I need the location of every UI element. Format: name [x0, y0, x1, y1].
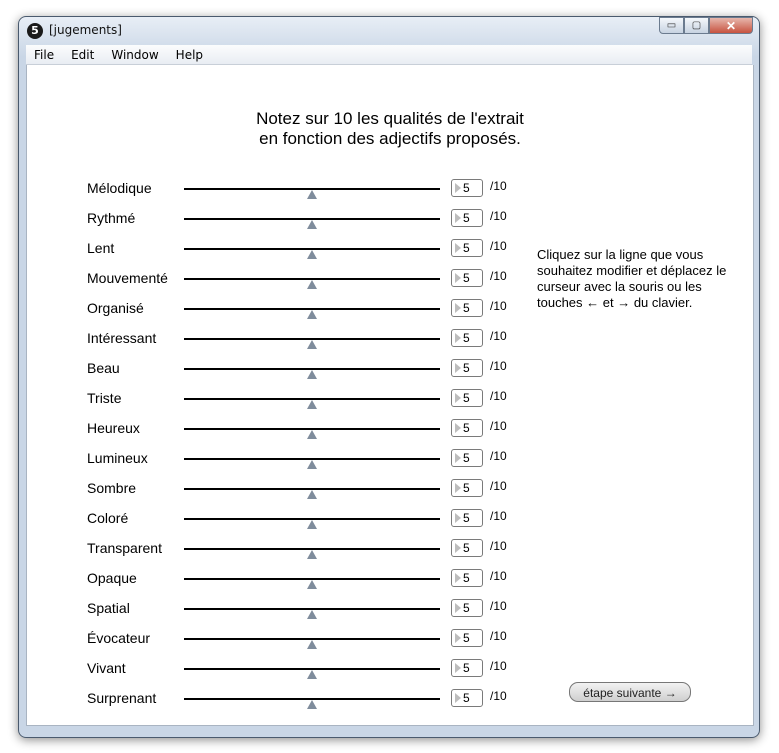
menu-window[interactable]: Window — [111, 47, 159, 62]
slider-thumb[interactable] — [307, 340, 317, 349]
rating-row — [27, 446, 753, 476]
scale-max-label: /10 — [490, 299, 507, 313]
menu-help[interactable]: Help — [175, 47, 204, 62]
value-text: 5 — [463, 421, 470, 435]
caret-right-icon — [455, 663, 461, 673]
rating-row — [27, 356, 753, 386]
rating-label: Mélodique — [87, 180, 152, 196]
menu-file[interactable]: File — [34, 47, 55, 62]
slider-thumb[interactable] — [307, 370, 317, 379]
slider-thumb[interactable] — [307, 460, 317, 469]
heading-line-2: en fonction des adjectifs proposés. — [259, 129, 521, 148]
slider-thumb[interactable] — [307, 430, 317, 439]
scale-max-label: /10 — [490, 479, 507, 493]
value-text: 5 — [463, 691, 470, 705]
next-step-button[interactable]: étape suivante → — [569, 682, 691, 702]
instructions-text: Cliquez sur la ligne que vous souhaitez modifier et déplacez le curseur avec la souris ou les touches ← et → du clavier. — [537, 247, 727, 310]
caret-right-icon — [455, 363, 461, 373]
app-window — [18, 16, 760, 738]
rating-row — [27, 566, 753, 596]
value-text: 5 — [463, 451, 470, 465]
caret-right-icon — [455, 243, 461, 253]
rating-label: Organisé — [87, 300, 144, 316]
slider-thumb[interactable] — [307, 700, 317, 709]
scale-max-label: /10 — [490, 269, 507, 283]
caret-right-icon — [455, 573, 461, 583]
value-field[interactable] — [451, 509, 483, 527]
value-text: 5 — [463, 481, 470, 495]
caret-right-icon — [455, 303, 461, 313]
content-area — [26, 65, 754, 726]
scale-max-label: /10 — [490, 389, 507, 403]
app-icon: 5 — [27, 23, 43, 39]
caret-right-icon — [455, 483, 461, 493]
rating-row — [27, 416, 753, 446]
slider-thumb[interactable] — [307, 190, 317, 199]
value-field[interactable] — [451, 419, 483, 437]
minimize-icon: ▭ — [666, 20, 677, 31]
caret-right-icon — [455, 543, 461, 553]
value-text: 5 — [463, 601, 470, 615]
value-field[interactable] — [451, 239, 483, 257]
minimize-button[interactable] — [659, 17, 684, 34]
value-text: 5 — [463, 301, 470, 315]
slider-thumb[interactable] — [307, 490, 317, 499]
rating-row — [27, 626, 753, 656]
maximize-button[interactable] — [684, 17, 709, 34]
value-text: 5 — [463, 511, 470, 525]
value-text: 5 — [463, 331, 470, 345]
rating-label: Lumineux — [87, 450, 148, 466]
value-field[interactable] — [451, 359, 483, 377]
scale-max-label: /10 — [490, 539, 507, 553]
rating-label: Opaque — [87, 570, 137, 586]
rating-label: Triste — [87, 390, 122, 406]
caret-right-icon — [455, 693, 461, 703]
rating-row — [27, 206, 753, 236]
slider-thumb[interactable] — [307, 250, 317, 259]
scale-max-label: /10 — [490, 329, 507, 343]
slider-thumb[interactable] — [307, 520, 317, 529]
value-text: 5 — [463, 391, 470, 405]
slider-thumb[interactable] — [307, 550, 317, 559]
slider-thumb[interactable] — [307, 670, 317, 679]
scale-max-label: /10 — [490, 449, 507, 463]
slider-thumb[interactable] — [307, 280, 317, 289]
value-text: 5 — [463, 631, 470, 645]
scale-max-label: /10 — [490, 209, 507, 223]
value-field[interactable] — [451, 479, 483, 497]
scale-max-label: /10 — [490, 359, 507, 373]
rating-row — [27, 536, 753, 566]
rating-label: Intéressant — [87, 330, 157, 346]
rating-label: Transparent — [87, 540, 162, 556]
caret-right-icon — [455, 213, 461, 223]
caret-right-icon — [455, 453, 461, 463]
scale-max-label: /10 — [490, 629, 507, 643]
scale-max-label: /10 — [490, 239, 507, 253]
caret-right-icon — [455, 633, 461, 643]
value-field[interactable] — [451, 329, 483, 347]
rating-row — [27, 176, 753, 206]
value-text: 5 — [463, 661, 470, 675]
slider-thumb[interactable] — [307, 610, 317, 619]
rating-row — [27, 326, 753, 356]
caret-right-icon — [455, 393, 461, 403]
rating-label: Lent — [87, 240, 115, 256]
heading-line-1: Notez sur 10 les qualités de l'extrait — [256, 109, 524, 128]
window-title: [jugements] — [49, 23, 122, 37]
caret-right-icon — [455, 423, 461, 433]
title-bar[interactable] — [19, 17, 759, 45]
value-text: 5 — [463, 271, 470, 285]
value-field[interactable] — [451, 209, 483, 227]
slider-thumb[interactable] — [307, 400, 317, 409]
rating-label: Surprenant — [87, 690, 157, 706]
rating-label: Coloré — [87, 510, 129, 526]
caret-right-icon — [455, 333, 461, 343]
slider-thumb[interactable] — [307, 310, 317, 319]
caret-right-icon — [455, 183, 461, 193]
caret-right-icon — [455, 273, 461, 283]
value-field[interactable] — [451, 629, 483, 647]
value-field[interactable] — [451, 299, 483, 317]
value-field[interactable] — [451, 689, 483, 707]
scale-max-label: /10 — [490, 659, 507, 673]
scale-max-label: /10 — [490, 689, 507, 703]
rating-row — [27, 476, 753, 506]
rating-label: Beau — [87, 360, 120, 376]
value-field[interactable] — [451, 179, 483, 197]
slider-thumb[interactable] — [307, 640, 317, 649]
value-text: 5 — [463, 361, 470, 375]
value-text: 5 — [463, 181, 470, 195]
value-text: 5 — [463, 571, 470, 585]
scale-max-label: /10 — [490, 569, 507, 583]
caret-right-icon — [455, 513, 461, 523]
value-field[interactable] — [451, 389, 483, 407]
rating-label: Mouvementé — [87, 270, 168, 286]
value-field[interactable] — [451, 449, 483, 467]
value-field[interactable] — [451, 569, 483, 587]
value-field[interactable] — [451, 659, 483, 677]
scale-max-label: /10 — [490, 509, 507, 523]
rating-row — [27, 596, 753, 626]
restore-icon: ▢ — [691, 20, 702, 31]
value-text: 5 — [463, 211, 470, 225]
value-text: 5 — [463, 541, 470, 555]
close-icon: ✕ — [725, 18, 737, 33]
value-field[interactable] — [451, 269, 483, 287]
rating-label: Spatial — [87, 600, 130, 616]
caret-right-icon — [455, 603, 461, 613]
menu-bar — [26, 45, 752, 65]
page-heading — [27, 109, 753, 149]
rating-label: Évocateur — [87, 630, 151, 646]
scale-max-label: /10 — [490, 599, 507, 613]
value-field[interactable] — [451, 599, 483, 617]
rating-row — [27, 386, 753, 416]
value-text: 5 — [463, 241, 470, 255]
window-controls — [659, 17, 753, 37]
close-button[interactable] — [709, 17, 753, 34]
value-field[interactable] — [451, 539, 483, 557]
slider-thumb[interactable] — [307, 220, 317, 229]
rating-row — [27, 506, 753, 536]
slider-thumb[interactable] — [307, 580, 317, 589]
rating-label: Rythmé — [87, 210, 136, 226]
rating-label: Heureux — [87, 420, 140, 436]
rating-label: Vivant — [87, 660, 126, 676]
scale-max-label: /10 — [490, 419, 507, 433]
rating-label: Sombre — [87, 480, 137, 496]
scale-max-label: /10 — [490, 179, 507, 193]
menu-edit[interactable]: Edit — [71, 47, 95, 62]
